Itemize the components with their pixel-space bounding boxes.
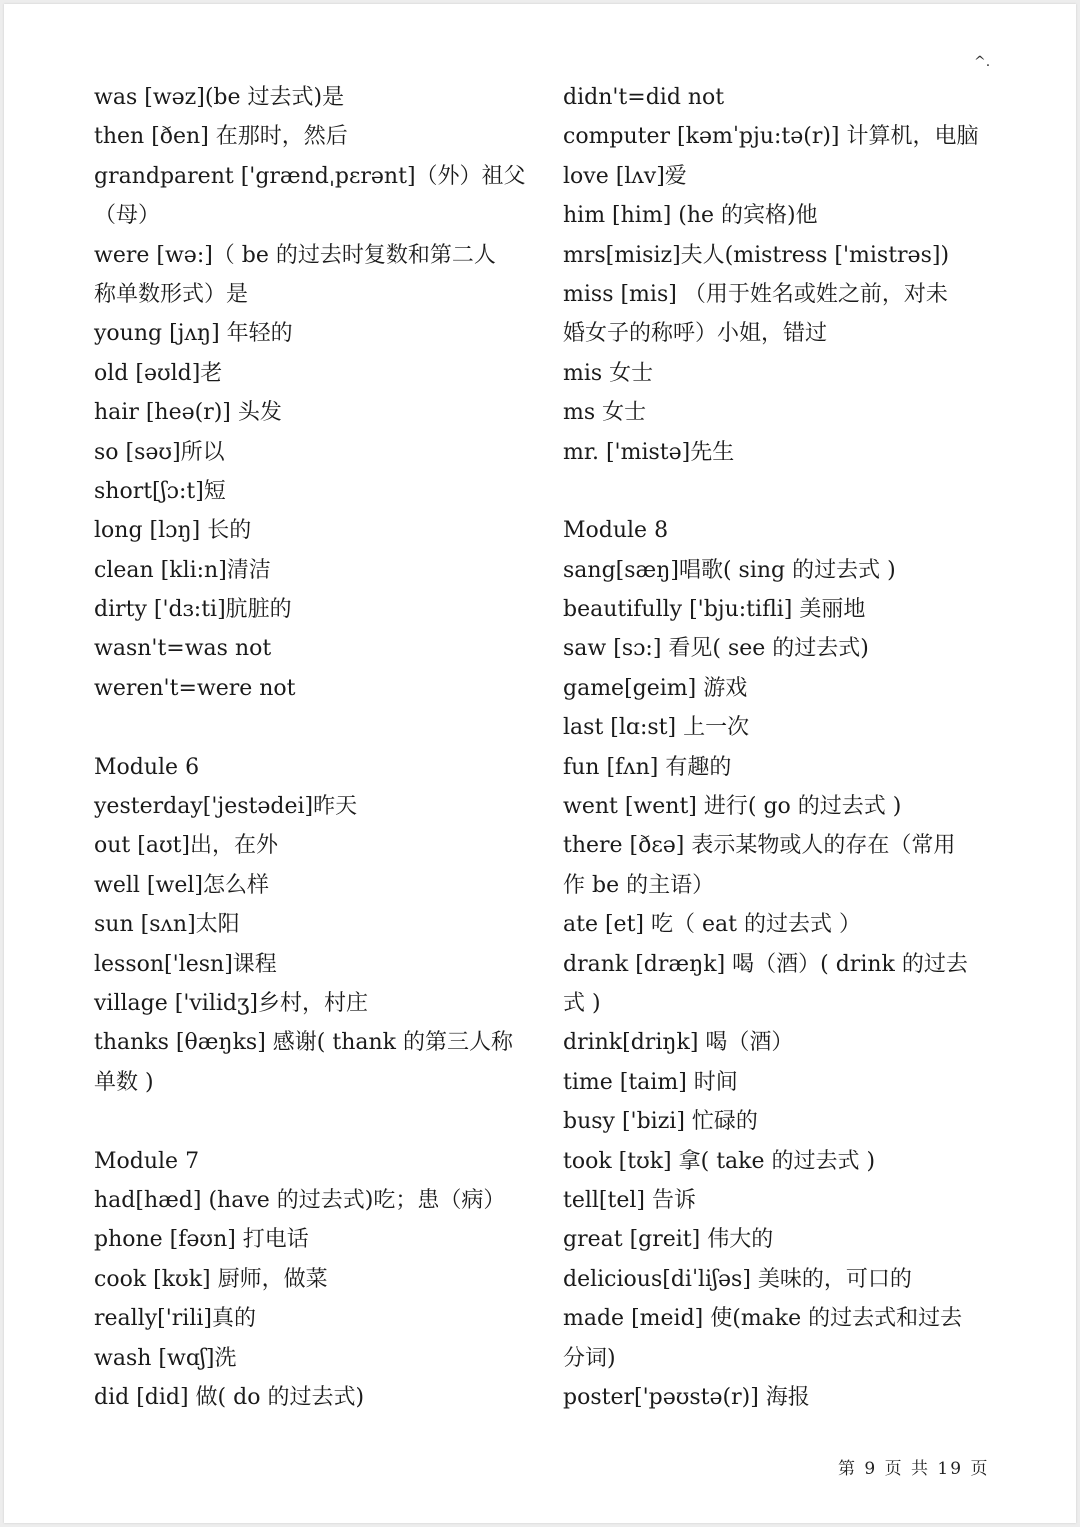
module-heading: Module 7 (94, 1148, 200, 1174)
document-page (4, 4, 1076, 1523)
vocab-line: thanks [θæŋks] 感谢( thank 的第三人称 (94, 1030, 513, 1056)
vocab-line: young [jʌŋ] 年轻的 (94, 321, 293, 347)
vocab-line: tell[tel] 告诉 (563, 1187, 696, 1213)
vocab-line: weren't=were not (94, 675, 296, 701)
vocab-line: clean [kli:n]清洁 (94, 557, 271, 583)
corner-mark: ^. (974, 54, 991, 70)
vocab-line: really['rili]真的 (94, 1306, 256, 1332)
vocab-line: ate [et] 吃（ eat 的过去式 ） (563, 912, 861, 938)
vocab-line: did [did] 做( do 的过去式) (94, 1384, 365, 1410)
vocab-line: beautifully ['bju:tifli] 美丽地 (563, 597, 866, 623)
vocab-line: （母） (94, 203, 161, 229)
vocab-line: village ['vilidʒ]乡村，村庄 (94, 990, 369, 1016)
vocab-line: were [wə:]（ be 的过去时复数和第二人 (94, 242, 496, 268)
vocab-line: him [him] (he 的宾格)他 (563, 203, 818, 229)
vocab-line: sun [sʌn]太阳 (94, 912, 240, 938)
vocab-line: mis 女士 (563, 360, 654, 386)
vocab-line: then [ðen] 在那时，然后 (94, 124, 348, 150)
vocab-line: had[hæd] (have 的过去式)吃；患（病） (94, 1187, 506, 1213)
vocab-line: well [wel]怎么样 (94, 872, 269, 898)
vocab-line: grandparent ['grændˌpɛrənt]（外）祖父 (94, 163, 526, 189)
vocab-line: didn't=did not (563, 85, 725, 110)
module-heading: Module 6 (94, 754, 200, 780)
vocab-line: 分词) (563, 1345, 616, 1371)
vocab-line: 式 ) (563, 990, 601, 1016)
page-number-footer: 第 9 页 共 19 页 (838, 1459, 990, 1479)
vocab-line: ms 女士 (563, 400, 647, 426)
vocab-line: drank [dræŋk] 喝（酒）( drink 的过去 (563, 951, 968, 977)
vocab-line: delicious[diˈliʃəs] 美味的，可口的 (563, 1266, 912, 1292)
vocab-line: 婚女子的称呼）小姐，错过 (563, 321, 828, 347)
vocab-line: went [went] 进行( go 的过去式 ) (563, 794, 902, 820)
vocab-line: busy ['bizi] 忙碌的 (563, 1109, 758, 1135)
vocab-line: wash [wɑʃ]洗 (94, 1345, 237, 1371)
vocab-line: hair [heə(r)] 头发 (94, 400, 282, 426)
left-column (94, 78, 526, 1417)
vocab-line: lesson['lesn]课程 (94, 951, 277, 977)
vocab-line: so [səʊ]所以 (94, 439, 225, 465)
vocab-line: wasn't=was not (94, 636, 272, 662)
vocab-line: dirty ['dɜ:ti]肮脏的 (94, 597, 292, 623)
vocab-line: was [wəz](be 过去式)是 (94, 85, 345, 110)
vocab-line: out [aʊt]出，在外 (94, 833, 279, 859)
vocab-line: fun [fʌn] 有趣的 (563, 754, 732, 780)
vocab-line: love [lʌv]爱 (563, 163, 687, 189)
vocab-line: phone [fəʊn] 打电话 (94, 1227, 309, 1253)
vocab-line: computer [kəmˈpju:tə(r)] 计算机，电脑 (563, 124, 979, 150)
vocab-line: took [tʊk] 拿( take 的过去式 ) (563, 1148, 876, 1174)
vocab-line: mrs[misiz]夫人(mistress ['mistrəs]) (563, 242, 950, 268)
vocab-line: time [taim] 时间 (563, 1069, 738, 1095)
vocab-line: there [ðɛə] 表示某物或人的存在（常用 (563, 833, 956, 859)
vocab-line: 单数 ) (94, 1069, 154, 1095)
module-heading: Module 8 (563, 518, 669, 544)
vocab-line: saw [sɔ:] 看见( see 的过去式) (563, 636, 869, 662)
vocab-line: made [meid] 使(make 的过去式和过去 (563, 1306, 963, 1332)
vocab-line: game[geim] 游戏 (563, 675, 748, 701)
right-column (563, 78, 995, 1417)
vocab-line: poster['pəʊstə(r)] 海报 (563, 1384, 810, 1410)
vocab-line: great [greit] 伟大的 (563, 1227, 774, 1253)
blank-line (94, 708, 526, 747)
vocab-line: 称单数形式）是 (94, 281, 249, 307)
vocab-line: drink[driŋk] 喝（酒） (563, 1030, 794, 1056)
vocab-line: last [lɑ:st] 上一次 (563, 715, 750, 741)
vocab-line: miss [mis] （用于姓名或姓之前，对未 (563, 281, 948, 307)
vocab-line: long [lɔŋ] 长的 (94, 518, 252, 544)
vocab-line: cook [kʊk] 厨师，做菜 (94, 1266, 328, 1292)
vocab-line: sang[sæŋ]唱歌( sing 的过去式 ) (563, 557, 896, 583)
vocab-line: mr. ['mistə]先生 (563, 439, 735, 465)
blank-line (563, 472, 995, 511)
vocab-line: yesterday['jestədei]昨天 (94, 794, 358, 820)
blank-line (94, 1102, 526, 1141)
vocab-line: 作 be 的主语） (563, 872, 715, 898)
vocab-line: short[ʃɔ:t]短 (94, 478, 226, 504)
vocab-line: old [əʊld]老 (94, 360, 223, 386)
